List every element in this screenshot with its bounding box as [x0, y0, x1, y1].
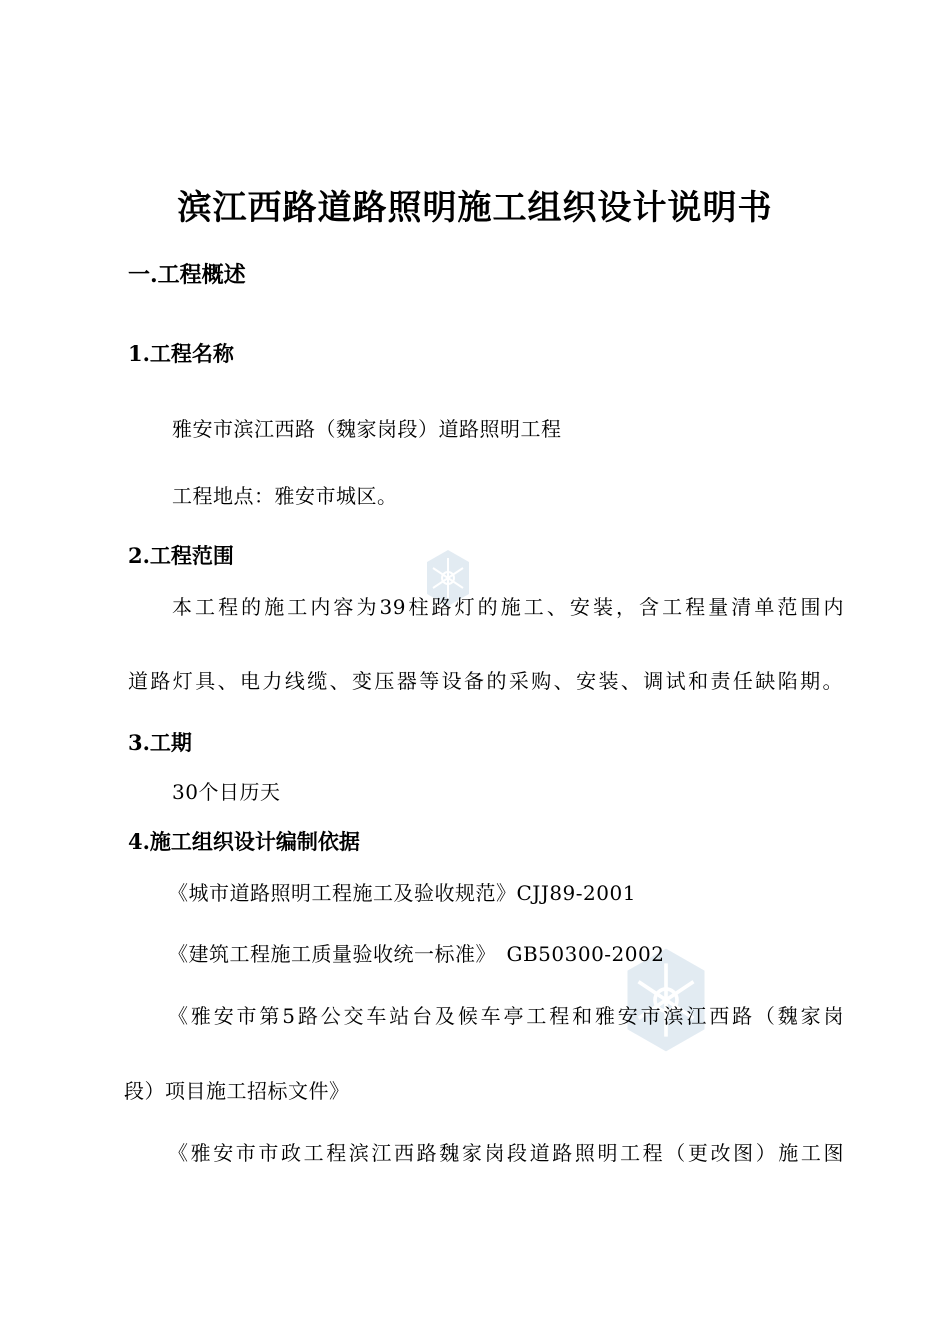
duration-text: 30个日历天	[172, 780, 281, 804]
project-name-text: 雅安市滨江西路（魏家岗段）道路照明工程	[172, 417, 562, 441]
basis-ref-3-line-2: 段）项目施工招标文件》	[124, 1079, 350, 1103]
scope-text-line-1: 本工程的施工内容为39柱路灯的施工、安装，含工程量清单范围内	[172, 595, 844, 619]
item-heading-name: 1.工程名称	[128, 341, 234, 366]
basis-ref-1: 《城市道路照明工程施工及验收规范》CJJ89-2001	[168, 881, 636, 905]
scope-text-line-2: 道路灯具、电力线缆、变压器等设备的采购、安装、调试和责任缺陷期。	[128, 669, 843, 693]
basis-ref-3-line-1: 《雅安市第5路公交车站台及候车亭工程和雅安市滨江西路（魏家岗	[168, 1004, 844, 1028]
project-location-text: 工程地点：雅安市城区。	[172, 484, 398, 508]
section-heading: 一.工程概述	[128, 262, 246, 288]
item-heading-scope: 2.工程范围	[128, 543, 234, 568]
basis-ref-2: 《建筑工程施工质量验收统一标准》 GB50300-2002	[168, 942, 665, 966]
basis-ref-4: 《雅安市市政工程滨江西路魏家岗段道路照明工程（更改图）施工图	[168, 1141, 844, 1165]
item-heading-duration: 3.工期	[128, 730, 192, 755]
item-heading-basis: 4.施工组织设计编制依据	[128, 829, 360, 854]
document-title: 滨江西路道路照明施工组织设计说明书	[177, 188, 773, 228]
